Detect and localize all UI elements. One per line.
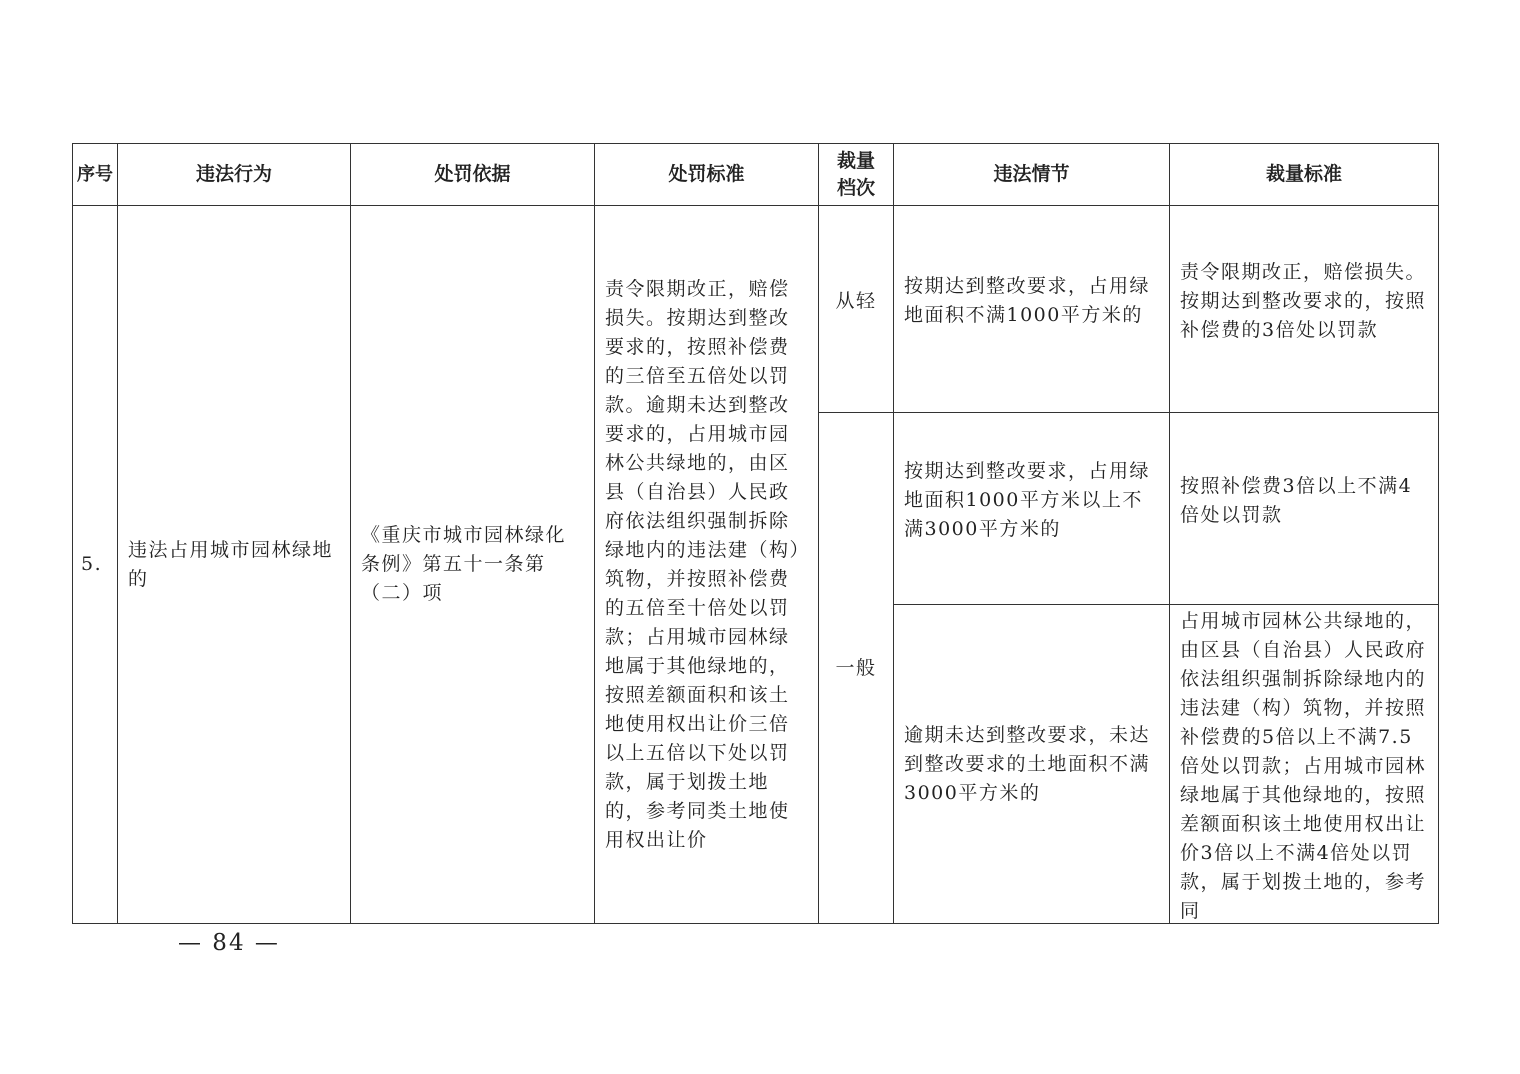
discretion-1-text: 责令限期改正，赔偿损失。按期达到整改要求的，按照补偿费的3倍处以罚款 <box>1180 260 1427 341</box>
penalty-discretion-table <box>72 143 1439 924</box>
discretion-1 <box>1170 206 1439 413</box>
header-standard: 处罚标准 <box>595 144 819 206</box>
row-seq: 5. <box>73 206 118 924</box>
level-lenient-label: 从轻 <box>835 289 877 312</box>
table-row <box>73 206 1439 413</box>
discretion-2 <box>1170 413 1439 605</box>
circumstance-3: 逾期未达到整改要求，未达到整改要求的土地面积不满3000平方米的 <box>894 605 1170 924</box>
header-level: 裁量档次 <box>819 144 894 206</box>
discretion-3 <box>1170 605 1439 924</box>
header-basis: 处罚依据 <box>351 144 595 206</box>
discretion-3-text: 占用城市园林公共绿地的，由区县（自治县）人民政府依法组织强制拆除绿地内的违法建（构）筑物，并按照补偿费的5倍以上不满7.5倍处以罚款；占用城市园林绿地属于其他绿地的，按照差额面积该土地使用权出让价3倍以上不满4倍处以罚款，属于划拨土地的，参考同 <box>1180 610 1427 922</box>
header-row <box>73 144 1439 206</box>
level-general: 一般 <box>819 413 894 924</box>
header-circumstance: 违法情节 <box>894 144 1170 206</box>
level-lenient <box>819 206 894 413</box>
circumstance-1 <box>894 206 1170 413</box>
discretion-2-text: 按照补偿费3倍以上不满4倍处以罚款 <box>1180 474 1413 526</box>
row-behavior: 违法占用城市园林绿地的 <box>118 206 351 924</box>
page-number: — 84 — <box>178 930 280 956</box>
header-seq: 序号 <box>73 144 118 206</box>
circumstance-2 <box>894 413 1170 605</box>
header-behavior: 违法行为 <box>118 144 351 206</box>
circumstance-1-text: 按期达到整改要求，占用绿地面积不满1000平方米的 <box>904 275 1151 326</box>
circumstance-2-text: 按期达到整改要求，占用绿地面积1000平方米以上不满3000平方米的 <box>904 460 1151 540</box>
row-standard: 责令限期改正，赔偿损失。按期达到整改要求的，按照补偿费的三倍至五倍处以罚款。逾期未达到整改要求的，占用城市园林公共绿地的，由区县（自治县）人民政府依法组织强制拆除绿地内的违法建（构）筑物，并按照补偿费的五倍至十倍处以罚款；占用城市园林绿地属于其他绿地的，按照差额面积和该土地使用权出让价三倍以上五倍以下处以罚款，属于划拨土地的，参考同类土地使用权出让价 <box>595 206 819 924</box>
row-basis: 《重庆市城市园林绿化条例》第五十一条第（二）项 <box>351 206 595 924</box>
header-discretion: 裁量标准 <box>1170 144 1439 206</box>
